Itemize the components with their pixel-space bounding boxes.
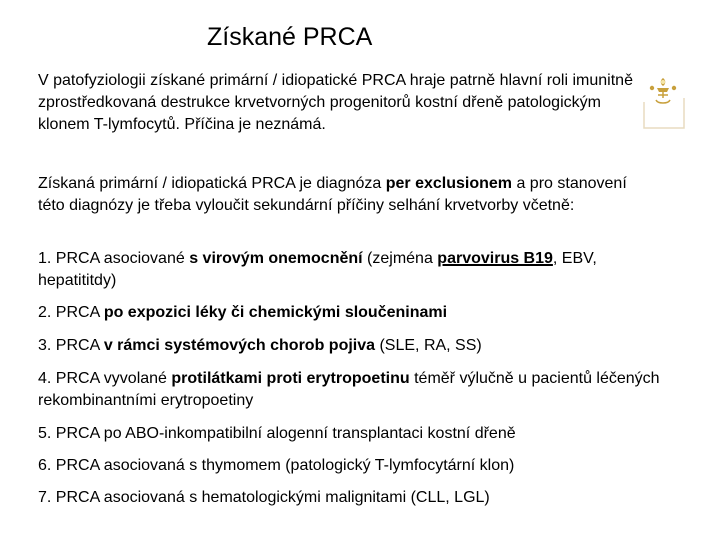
list-item-3 — [38, 335, 678, 357]
parvovirus-link[interactable]: parvovirus B19 — [437, 250, 553, 267]
list-item-7 — [38, 487, 678, 509]
item-text: (SLE, RA, SS) — [375, 337, 482, 354]
intro-paragraph: V patofyziologii získané primární / idiopatické PRCA hraje patrně hlavní roli imunitně zprostředkovaná destrukce krvetvorných progenitorů kostní dřeně patologickým klonem T-lymfocytů. Příčina je neznámá. — [38, 72, 633, 133]
item-text: , EBV, hepatititdy) — [38, 250, 597, 289]
item-text: 3. PRCA — [38, 337, 104, 354]
list-item-5 — [38, 423, 678, 445]
decorative-logo-icon — [640, 76, 686, 130]
item-bold: po expozici léky či chemickými sloučeninami — [103, 304, 448, 321]
item-text: (zejména — [362, 250, 438, 267]
slide-title: Získané PRCA — [207, 23, 373, 51]
diagnosis-text-c: a pro stanovení této diagnózy je třeba vyloučit sekundární příčiny selhání krvetvorby včetně: — [38, 175, 627, 214]
item-text: 1. PRCA asociované — [38, 250, 190, 267]
diagnosis-text-a: Získaná primární / idiopatická PRCA je diagnóza — [38, 175, 386, 192]
item-bold: protilátkami proti erytropoetinu — [171, 370, 410, 387]
list-item-1 — [38, 248, 678, 292]
diagnosis-text-bold: per exclusionem — [385, 175, 513, 192]
item-bold: s virovým onemocnění — [189, 250, 363, 267]
item-text: 7. PRCA asociovaná s hematologickými malignitami (CLL, LGL) — [38, 489, 490, 506]
item-text: 4. PRCA vyvolané — [38, 370, 172, 387]
item-text: 2. PRCA — [38, 304, 104, 321]
item-text: 6. PRCA asociovaná s thymomem (patologický T-lymfocytární klon) — [38, 457, 515, 474]
list-item-2 — [38, 302, 678, 324]
list-item-6 — [38, 455, 678, 477]
diagnosis-paragraph — [38, 173, 638, 217]
item-bold: v rámci systémových chorob pojiva — [103, 337, 376, 354]
item-text: téměř výlučně u pacientů léčených rekombinantními erytropoetiny — [38, 370, 660, 409]
item-text: 5. PRCA po ABO-inkompatibilní alogenní transplantaci kostní dřeně — [38, 425, 516, 442]
list-item-4 — [38, 368, 678, 412]
